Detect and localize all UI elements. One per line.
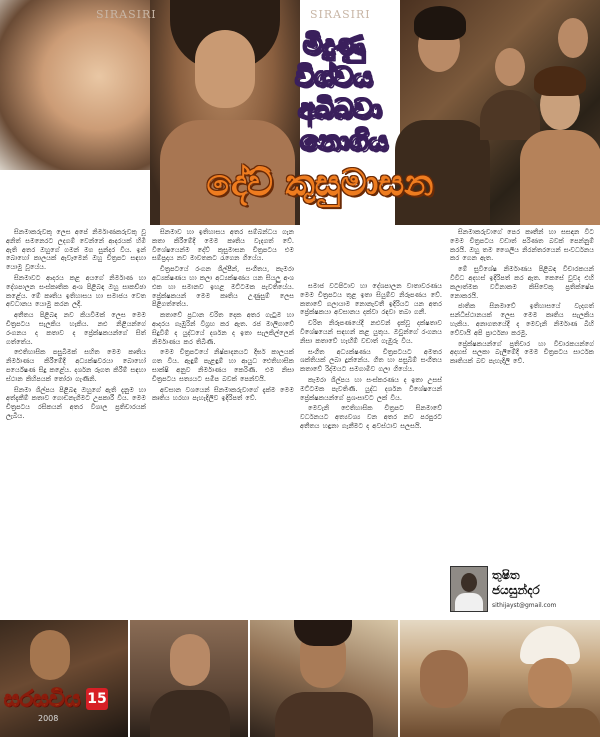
still-photo-2 (130, 620, 248, 737)
paragraph: ජාතික සිනමාවේ ඉතිහාසයේ වැදගත් සන්ධිස්ථානයක් ලෙස මෙම කෘතිය සැලකිය හැකිය. අනාගතයේදී ද මෙවැනි නිර්මාණ බිහි වේවායි අපි ප්‍රාර්ථනා කරමු. (450, 302, 594, 337)
magazine-logo (4, 686, 124, 728)
group-figure-2 (480, 90, 540, 140)
paragraph: චිත්‍රපටයේ රංගන ශිල්පීන්, සංගීතය, කැමරා අධ්‍යක්ෂණය හා කලා අධ්‍යක්ෂණය යන සියලු අංශ එක හා සමානව ඉහළ මට්ටමක පැවතියේය. ප්‍රේක්ෂකයන් මෙම කෘතිය උණුසුම් ලෙස පිළිගත්තේය. (152, 265, 294, 309)
paragraph: ඓතිහාසික පසුබිමක් සහිත මෙම කෘතිය නිර්මාණය කිරීමේදී අධ්‍යක්ෂවරයා බොහෝ පර්යේෂණ සිදු කළේය. දර්ශන රූගත කිරීම් සඳහා ස්ථාන කිහිපයක් තෝරා ගැණිනි. (6, 348, 146, 383)
article-column-4 (450, 228, 594, 560)
still-photo-4 (400, 620, 600, 737)
group-hair-3 (534, 66, 586, 96)
paragraph: සිනමාකරුවාගේ පෙර කෘතීන් හා සසඳන විට මෙම චිත්‍රපටය වඩාත් පරිණත බවක් පෙන්නුම් කරයි. ඔහු තම ශෛලිය නිරන්තරයෙන් සංවර්ධනය කර ගෙන ඇත. (450, 228, 594, 263)
paragraph: මෙම චිත්‍රපටයේ නිෂ්පාදනයට දීර්ඝ කාලයක් ගත විය. ඇඳුම් පැළඳුම් හා ආයුධ ඓතිහාසික සාක්ෂි අනුව නිර්මාණය කෙරිණි. එම නිසා චිත්‍රපටය සත්‍යයට සමීප බවක් පෙන්වයි. (152, 348, 294, 383)
banner (0, 0, 600, 225)
watermark-right: SIRASIRI (310, 8, 371, 21)
author-photo (450, 566, 488, 612)
still-2-head (170, 634, 210, 686)
watermark: SIRASIRI (96, 8, 157, 21)
logo-text: සරසවිය (4, 686, 81, 712)
still-4-head (528, 658, 572, 708)
author-first-name: තුෂිත (492, 568, 520, 582)
still-1-head (30, 630, 70, 680)
actor-face (195, 30, 255, 108)
paragraph: කතාවේ ප්‍රධාන චරිත දෙක අතර ගැටුම හා ආදරය ගැඹුරින් විග්‍රහ කර ඇත. රජ මාලිගාවේ සිදුවීම් ද යුද්ධයේ දර්ශන ද ඉතා සැලකිල්ලෙන් නිර්මාණය කර තිබිණි. (152, 311, 294, 346)
paragraph: මෙවැනි ඓතිහාසික චිත්‍රපට සිනමාවේ වර්ධනයට අත්‍යවශ්‍ය වන අතර නව පරපුරට අතීතය හඳුනා ගැනීමට ද අවස්ථාව සලසයි. (300, 404, 442, 430)
still-4-left-head (420, 650, 468, 708)
paragraph: අතීතය පිළිබඳ නව කියවීමක් ලෙස මෙම චිත්‍රපටය සැලකිය හැකිය. නළු නිළියන්ගේ රංගනය ද කතාව ද ප්‍රේක්ෂකයන්ගේ සිත් ගත්තේය. (6, 311, 146, 346)
still-photo-1 (0, 620, 128, 737)
page-number: 15 (86, 688, 108, 710)
article-headline: දේව් කුසුමාසන (206, 162, 434, 204)
paragraph: ප්‍රේක්ෂකයන්ගේ ප්‍රතිචාර හා විචාරකයන්ගේ අදහස් සලකා බැලීමේදී මෙම චිත්‍රපටය සාර්ථක කෘතියක් බව පැහැදිලි වේ. (450, 339, 594, 366)
group-head-2 (495, 48, 525, 86)
byline (450, 566, 598, 616)
article-column-1 (6, 228, 146, 618)
still-photo-3 (250, 620, 398, 737)
author-head (461, 573, 477, 592)
still-4-body (500, 708, 600, 737)
author-name (492, 568, 596, 598)
group-figure-3 (520, 130, 600, 225)
paragraph: සිනමාකරුවකු ලෙස අපේ නිර්මාණකරුවකු වූ අනිත් සමනෙරට ලදගම් වෙන්නේ ආදරයක් හිමි ඇති අතර ඔහුගේ ගමන් මග සුන්දර විය. ඉන් බොහෝ කාලයක් ඇවෑමෙන් ඔහු චිත්‍රපට සඳහා යොමු වූයේය. (6, 228, 146, 272)
article-column-2 (152, 228, 294, 618)
title-line-3: අබිබවා (298, 94, 382, 125)
photo-strip (0, 620, 600, 737)
author-shirt (455, 593, 483, 611)
group-head-4 (558, 18, 588, 58)
still-2-body (150, 690, 230, 737)
paragraph: සංගීත අධ්‍යක්ෂණය චිත්‍රපටයට අමතර ශක්තියක් ලබා දුන්නේය. ගීත හා පසුබිම් සංගීතය කතාවේ රිද්මයට සමගාමීව ගලා ගියේය. (300, 347, 442, 374)
issue-year: 2008 (38, 714, 59, 723)
still-3-body (275, 692, 373, 737)
title-line-1: මිදුණු (303, 30, 365, 61)
title-line-2: විශ්වය (295, 62, 373, 93)
paragraph: මේ සුවිශේෂ නිර්මාණය පිළිබඳ විචාරකයන් විවිධ අදහස් ඉදිරිපත් කර ඇත. කෙසේ වුවද එහි කලාත්මක වටිනාකම කිසිවෙකු ප්‍රතික්ෂේප නොකරයි. (450, 265, 594, 300)
title-line-4: නොගිය (300, 126, 388, 157)
paragraph: සිනමාවට ආදරය කළ අයගේ නිර්මාණ හා දේශපාලන සංස්කෘතික අංශ පිළිබඳ ඔහු සාකච්ඡා කළේය. මේ කෘතිය ඉතිහාසය හා සමාජය වෙත අවධානය යොමු කරන ලදී. (6, 273, 146, 309)
author-email: sithijayst@gmail.com (492, 602, 557, 609)
paragraph: අවසාන වශයෙන් සිනමාකරුවාගේ දැක්ම මෙම කෘතිය හරහා පැහැදිලිව ඉදිරිපත් වේ. (152, 385, 294, 403)
paragraph: සිනමා ශිල්පය පිළිබඳ ඔහුගේ ඇති දැනුම හා අත්දැකීම් කතාව ගොඩනැගීමට උපකාරී විය. මෙම චිත්‍රපටය රසිකයන් අතර විශාල ප්‍රතිචාරයක් ලැබීය. (6, 385, 146, 420)
author-last-name: ජයසුන්දර (492, 583, 540, 597)
paragraph: චරිත නිරූපණයේදී නළුවන් දැක්වූ දක්ෂතාව විශේෂයෙන් සඳහන් කළ යුතුය. ඔවුන්ගේ රංගනය නිසා කතාවේ හැඟීම් වඩාත් ගැඹුරු විය. (300, 319, 442, 345)
paragraph: සමාජ වටපිටාව හා දේශපාලන වාතාවරණය මෙම චිත්‍රපටය තුළ ඉතා සියුම්ව නිරූපණය වේ. කතාවේ ගලායාම නොනැවතී ඉදිරියට යන අතර ප්‍රේක්ෂකයා අවසානය දක්වා රඳවා තබා ගනී. (300, 282, 442, 317)
paragraph: සිනමාව හා ඉතිහාසය අතර සම්බන්ධය ගැන කතා කිරීමේදී මෙම කෘතිය වැදගත් වේ. විශේෂයෙන්ම දේව් කුසුමාසන චිත්‍රපටය එම සම්ප්‍රදාය නව මාවතකට රැගෙන ගියේය. (152, 228, 294, 263)
paragraph: කැමරා ශිල්පය හා සංස්කරණය ද ඉතා උසස් මට්ටමක පැවතිණි. යුද්ධ දර්ශන විශේෂයෙන් ප්‍රේක්ෂකයන්ගේ ප්‍රශංසාවට ලක් විය. (300, 375, 442, 402)
actress-photo (0, 0, 165, 170)
still-3-hair (294, 620, 352, 646)
article-column-3 (300, 282, 442, 618)
group-hair-1 (414, 6, 466, 40)
